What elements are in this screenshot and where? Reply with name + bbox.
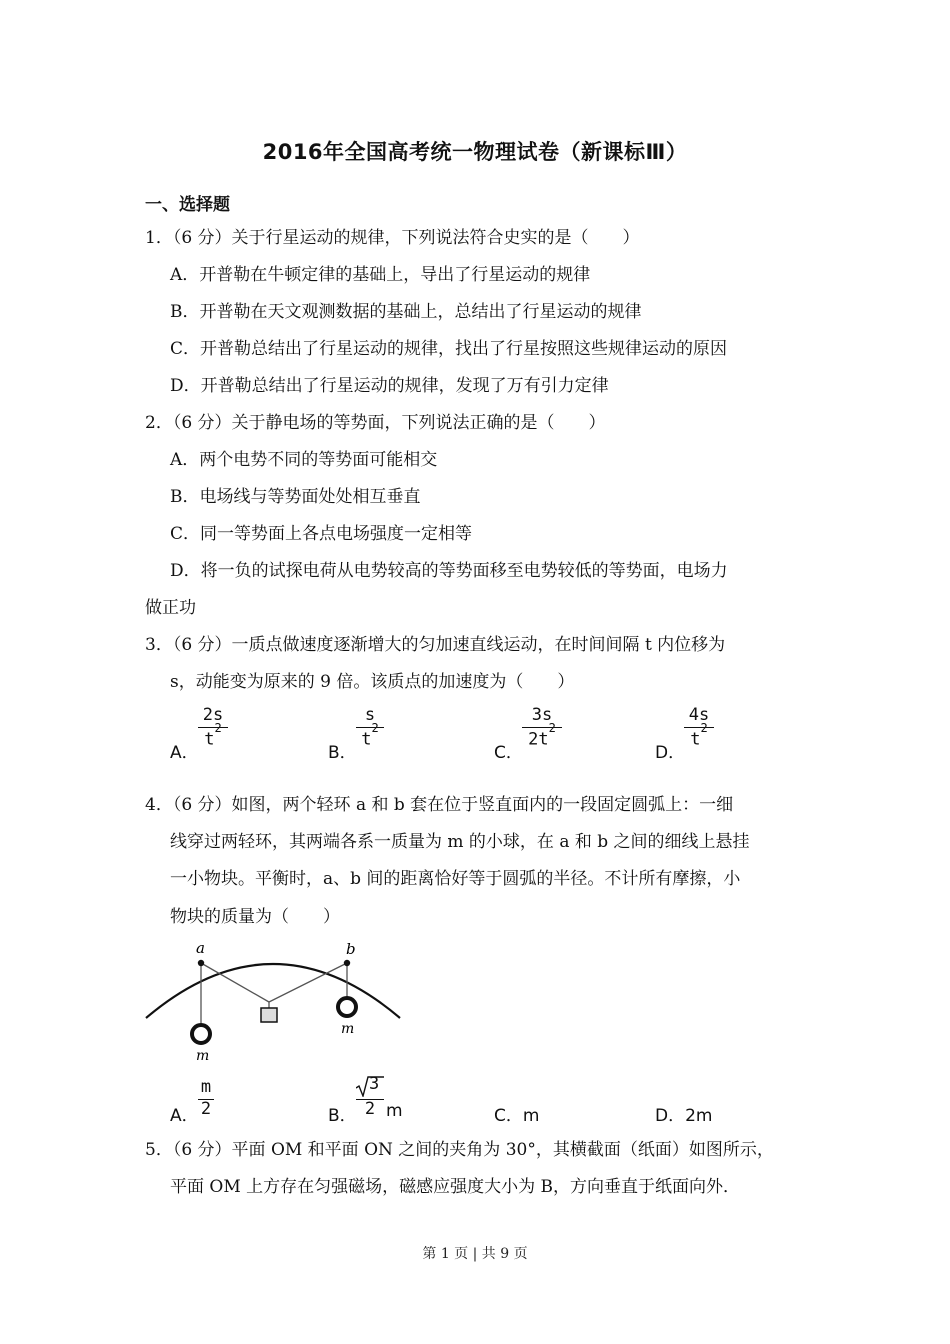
question-4-option-c: C．m [494, 1106, 540, 1126]
question-5-stem-continued: 平面 OM 上方存在匀强磁场，磁感应强度大小为 B，方向垂直于纸面向外． [170, 1177, 741, 1197]
page-title: 2016年全国高考统一物理试卷（新课标Ⅲ） [262, 140, 688, 164]
question-1-option-a: A．开普勒在牛顿定律的基础上，导出了行星运动的规律 [170, 265, 591, 285]
question-3-option-b-label: B． [328, 743, 357, 763]
fraction-denominator: 2 [364, 1099, 376, 1119]
question-4-option-b-unit: m [386, 1101, 403, 1121]
question-4-option-d: D．2m [655, 1106, 713, 1126]
fraction-numerator: s [364, 705, 376, 725]
question-4-stem-line-2: 线穿过两轻环，其两端各系一质量为 m 的小球，在 a 和 b 之间的细线上悬挂 [170, 832, 750, 852]
question-2-stem: 2．（6 分）关于静电场的等势面，下列说法正确的是（ ） [145, 413, 606, 433]
question-1-option-c: C．开普勒总结出了行星运动的规律，找出了行星按照这些规律运动的原因 [170, 339, 728, 359]
question-3-stem: 3．（6 分）一质点做速度逐渐增大的匀加速直线运动，在时间间隔 t 内位移为 [145, 635, 726, 655]
ball-left [192, 1025, 210, 1043]
question-2-option-b: B．电场线与等势面处处相互垂直 [170, 487, 421, 507]
question-4-option-b-label: B． [328, 1106, 357, 1126]
question-3-option-c-label: C． [494, 743, 523, 763]
question-4-stem-line-4: 物块的质量为（ ） [170, 907, 340, 927]
fraction-numerator: 2s [202, 705, 224, 725]
question-2-option-d: D．将一负的试探电荷从电势较高的等势面移至电势较低的等势面，电场力 [170, 561, 728, 581]
fraction-numerator: 4s [688, 705, 710, 725]
ring-b [344, 960, 350, 966]
question-5-stem: 5．（6 分）平面 OM 和平面 ON 之间的夹角为 30°，其横截面（纸面）如图所示， [145, 1140, 774, 1160]
fraction-numerator: m [200, 1077, 212, 1097]
question-3-option-d-label: D． [655, 743, 686, 763]
question-3-option-c-fraction [522, 705, 562, 751]
question-4-stem: 4．（6 分）如图，两个轻环 a 和 b 套在位于竖直面内的一段固定圆弧上：一细 [145, 795, 734, 815]
question-4-option-a-label: A． [170, 1106, 199, 1126]
question-2-option-a: A．两个电势不同的等势面可能相交 [170, 450, 438, 470]
page-footer: 第 1 页 | 共 9 页 [422, 1246, 528, 1262]
arc-rings-diagram [142, 936, 404, 1066]
fraction-denominator: 2 [200, 1099, 212, 1119]
question-4-option-b-fraction [356, 1073, 384, 1123]
label-m-left: m [196, 1048, 210, 1064]
question-3-option-d-fraction [684, 705, 714, 751]
label-b: b [346, 940, 356, 958]
question-2-option-d-continued: 做正功 [145, 598, 196, 618]
section-heading: 一、选择题 [145, 195, 230, 215]
question-3-option-a-fraction [198, 705, 228, 751]
question-1-option-d: D．开普勒总结出了行星运动的规律，发现了万有引力定律 [170, 376, 609, 396]
small-block [261, 1008, 277, 1022]
question-4-stem-line-3: 一小物块。平衡时，a、b 间的距离恰好等于圆弧的半径。不计所有摩擦，小 [170, 869, 741, 889]
ring-a [198, 960, 204, 966]
ball-right [338, 998, 356, 1016]
question-1-stem: 1．（6 分）关于行星运动的规律，下列说法符合史实的是（ ） [145, 228, 640, 248]
label-a: a [196, 939, 205, 957]
fraction-denominator: $2t^2$ [528, 721, 556, 750]
sqrt-radicand: 3 [369, 1074, 380, 1094]
fraction-denominator: $t^2$ [690, 721, 708, 750]
question-2-option-c: C．同一等势面上各点电场强度一定相等 [170, 524, 473, 544]
question-1-option-b: B．开普勒在天文观测数据的基础上，总结出了行星运动的规律 [170, 302, 642, 322]
fraction-denominator: $t^2$ [204, 721, 222, 750]
question-3-option-a-label: A． [170, 743, 199, 763]
fraction-numerator: 3s [531, 705, 553, 725]
label-m-right: m [341, 1021, 355, 1037]
question-3-stem-continued: s，动能变为原来的 9 倍。该质点的加速度为（ ） [170, 672, 575, 692]
fraction-denominator: $t^2$ [361, 721, 379, 750]
question-3-option-b-fraction [356, 705, 384, 751]
question-4-option-a-fraction [198, 1077, 214, 1123]
